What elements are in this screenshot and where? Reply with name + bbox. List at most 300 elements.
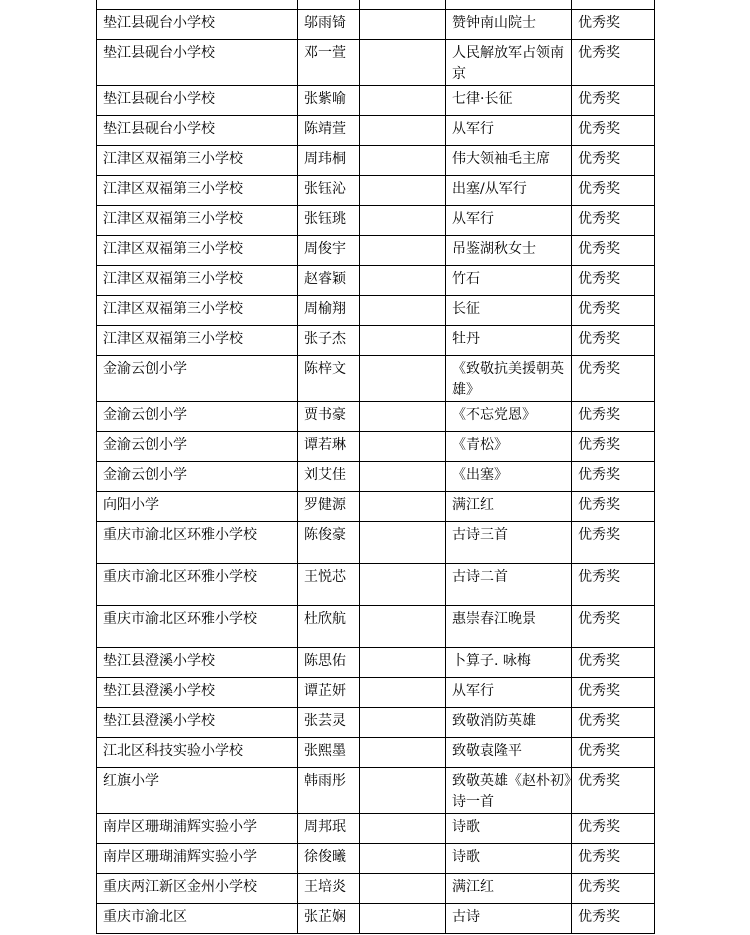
table-row	[97, 356, 655, 402]
school-cell	[97, 874, 298, 904]
teacher-cell-text	[366, 326, 445, 329]
school-cell-text: 垫江县砚台小学校	[103, 45, 215, 61]
teacher-cell	[360, 10, 446, 40]
school-cell-text: 重庆市渝北区环雅小学校	[103, 611, 257, 627]
teacher-cell	[360, 0, 446, 10]
student-cell-text: 周俊宇	[304, 241, 346, 257]
award-cell-text: 优秀奖	[578, 301, 620, 317]
teacher-cell	[360, 326, 446, 356]
school-cell	[97, 236, 298, 266]
teacher-cell-text	[366, 462, 445, 465]
award-cell	[572, 432, 655, 462]
student-cell-text: 赵睿颖	[304, 271, 346, 287]
work-title-cell-text: 诗歌	[452, 849, 480, 865]
award-cell	[572, 678, 655, 708]
student-cell	[298, 296, 360, 326]
student-cell	[298, 844, 360, 874]
school-cell	[97, 206, 298, 236]
work-title-cell-text: 《不忘党恩》	[452, 407, 536, 423]
work-title-cell	[446, 236, 572, 266]
teacher-cell-text	[366, 564, 445, 567]
school-cell	[97, 462, 298, 492]
student-cell-text: 王悦芯	[304, 569, 346, 585]
table-row	[97, 10, 655, 40]
school-cell	[97, 814, 298, 844]
award-cell-text: 优秀奖	[578, 527, 620, 543]
student-cell	[298, 678, 360, 708]
table-row	[97, 874, 655, 904]
school-cell	[97, 738, 298, 768]
work-title-cell-text: 从军行	[452, 121, 494, 137]
work-title-cell-text: 致敬袁隆平	[452, 743, 522, 759]
teacher-cell-text	[366, 844, 445, 847]
work-title-cell	[446, 874, 572, 904]
work-title-cell	[446, 844, 572, 874]
school-cell-text: 垫江县澄溪小学校	[103, 683, 215, 699]
school-cell	[97, 176, 298, 206]
award-cell	[572, 86, 655, 116]
student-cell-text: 陈俊豪	[304, 527, 346, 543]
student-cell	[298, 904, 360, 934]
teacher-cell-text	[366, 738, 445, 741]
school-cell	[97, 116, 298, 146]
award-cell	[572, 564, 655, 606]
teacher-cell	[360, 266, 446, 296]
student-cell-text: 张熙墨	[304, 743, 346, 759]
award-cell	[572, 40, 655, 86]
school-cell-text: 南岸区珊瑚浦辉实验小学	[103, 819, 257, 835]
student-cell-text: 贾书豪	[304, 407, 346, 423]
student-cell	[298, 564, 360, 606]
teacher-cell-text	[366, 356, 445, 359]
award-cell-text: 优秀奖	[578, 569, 620, 585]
teacher-cell-text	[366, 606, 445, 609]
student-cell	[298, 176, 360, 206]
teacher-cell-text	[366, 86, 445, 89]
teacher-cell	[360, 146, 446, 176]
student-cell	[298, 648, 360, 678]
table-row	[97, 236, 655, 266]
work-title-cell	[446, 266, 572, 296]
student-cell-text: 刘艾佳	[304, 467, 346, 483]
table-row	[97, 146, 655, 176]
student-cell-text: 杜欣航	[304, 611, 346, 627]
school-cell	[97, 86, 298, 116]
school-cell	[97, 844, 298, 874]
work-title-cell-text: 致敬英雄《赵朴初》诗一首	[452, 773, 571, 810]
school-cell-text: 江津区双福第三小学校	[103, 211, 243, 227]
school-cell	[97, 768, 298, 814]
student-cell-text: 邓一萱	[304, 45, 346, 61]
teacher-cell	[360, 356, 446, 402]
award-cell	[572, 146, 655, 176]
award-cell	[572, 874, 655, 904]
work-title-cell	[446, 176, 572, 206]
work-title-cell	[446, 402, 572, 432]
work-title-cell-text: 满江红	[452, 497, 494, 513]
teacher-cell-text	[366, 266, 445, 269]
award-cell-text: 优秀奖	[578, 437, 620, 453]
work-title-cell-text: 长征	[452, 301, 480, 317]
student-cell	[298, 874, 360, 904]
table-row	[97, 564, 655, 606]
school-cell-text: 红旗小学	[103, 773, 159, 789]
teacher-cell	[360, 402, 446, 432]
table-row	[97, 492, 655, 522]
teacher-cell	[360, 432, 446, 462]
award-cell	[572, 356, 655, 402]
work-title-cell	[446, 116, 572, 146]
work-title-cell	[446, 678, 572, 708]
teacher-cell	[360, 462, 446, 492]
work-title-cell-text: 从军行	[452, 211, 494, 227]
award-cell-text: 优秀奖	[578, 713, 620, 729]
award-cell-text: 优秀奖	[578, 91, 620, 107]
school-cell	[97, 356, 298, 402]
award-cell	[572, 648, 655, 678]
school-cell	[97, 296, 298, 326]
award-cell-text: 优秀奖	[578, 45, 620, 61]
school-cell-text: 江津区双福第三小学校	[103, 271, 243, 287]
student-cell-text: 陈梓文	[304, 361, 346, 377]
school-cell-text: 垫江县澄溪小学校	[103, 653, 215, 669]
student-cell	[298, 814, 360, 844]
school-cell-text: 金渝云创小学	[103, 467, 187, 483]
school-cell	[97, 564, 298, 606]
award-cell	[572, 492, 655, 522]
award-cell	[572, 266, 655, 296]
school-cell	[97, 402, 298, 432]
award-cell	[572, 0, 655, 10]
student-cell	[298, 606, 360, 648]
teacher-cell-text	[366, 146, 445, 149]
work-title-cell-text: 竹石	[452, 271, 480, 287]
student-cell-text: 周榆翔	[304, 301, 346, 317]
work-title-cell-text: 从军行	[452, 683, 494, 699]
school-cell-text: 重庆市渝北区环雅小学校	[103, 527, 257, 543]
table-row	[97, 708, 655, 738]
teacher-cell	[360, 522, 446, 564]
work-title-cell	[446, 768, 572, 814]
school-cell	[97, 522, 298, 564]
teacher-cell	[360, 86, 446, 116]
student-cell-text: 徐俊曦	[304, 849, 346, 865]
student-cell	[298, 10, 360, 40]
work-title-cell-text: 古诗	[452, 909, 480, 925]
work-title-cell	[446, 904, 572, 934]
school-cell	[97, 326, 298, 356]
school-cell	[97, 40, 298, 86]
work-title-cell-text: 七律·长征	[452, 91, 513, 107]
work-title-cell	[446, 708, 572, 738]
award-cell	[572, 116, 655, 146]
student-cell-text: 张芸灵	[304, 713, 346, 729]
table-row	[97, 462, 655, 492]
work-title-cell-text: 惠崇春江晚景	[452, 611, 536, 627]
student-cell	[298, 708, 360, 738]
award-cell	[572, 606, 655, 648]
student-cell-text: 张芷娴	[304, 909, 346, 925]
award-cell-text: 优秀奖	[578, 849, 620, 865]
work-title-cell-text: 赞钟南山院士	[452, 15, 536, 31]
student-cell-text: 张钰沁	[304, 181, 346, 197]
teacher-cell	[360, 564, 446, 606]
award-cell	[572, 176, 655, 206]
school-cell-text: 江津区双福第三小学校	[103, 241, 243, 257]
award-cell-text: 优秀奖	[578, 407, 620, 423]
work-title-cell	[446, 326, 572, 356]
work-title-cell	[446, 522, 572, 564]
work-title-cell	[446, 296, 572, 326]
award-cell-text: 优秀奖	[578, 611, 620, 627]
teacher-cell	[360, 844, 446, 874]
award-cell	[572, 236, 655, 266]
school-cell-text: 江津区双福第三小学校	[103, 331, 243, 347]
school-cell-text: 江津区双福第三小学校	[103, 301, 243, 317]
teacher-cell-text	[366, 40, 445, 43]
student-cell-text: 陈靖萱	[304, 121, 346, 137]
student-cell	[298, 402, 360, 432]
award-cell-text: 优秀奖	[578, 361, 620, 377]
school-cell-text: 金渝云创小学	[103, 361, 187, 377]
school-cell-text: 垫江县澄溪小学校	[103, 713, 215, 729]
work-title-cell-text: 古诗二首	[452, 569, 508, 585]
student-cell-text: 谭若琳	[304, 437, 346, 453]
student-cell	[298, 768, 360, 814]
student-cell	[298, 522, 360, 564]
work-title-cell	[446, 0, 572, 10]
student-cell	[298, 116, 360, 146]
award-cell-text: 优秀奖	[578, 271, 620, 287]
student-cell	[298, 356, 360, 402]
teacher-cell	[360, 492, 446, 522]
teacher-cell	[360, 708, 446, 738]
work-title-cell-text: 《青松》	[452, 437, 508, 453]
teacher-cell-text	[366, 10, 445, 13]
table-row	[97, 522, 655, 564]
award-cell-text: 优秀奖	[578, 773, 620, 789]
student-cell	[298, 462, 360, 492]
teacher-cell-text	[366, 522, 445, 525]
work-title-cell-text: 《致敬抗美援朝英雄》	[452, 361, 564, 398]
award-cell-text: 优秀奖	[578, 181, 620, 197]
work-title-cell	[446, 40, 572, 86]
award-cell-text: 优秀奖	[578, 467, 620, 483]
teacher-cell-text	[366, 432, 445, 435]
school-cell	[97, 266, 298, 296]
student-cell-text: 周玮桐	[304, 151, 346, 167]
work-title-cell	[446, 814, 572, 844]
teacher-cell	[360, 904, 446, 934]
student-cell	[298, 86, 360, 116]
award-cell	[572, 814, 655, 844]
work-title-cell	[446, 146, 572, 176]
teacher-cell-text	[366, 678, 445, 681]
table-row	[97, 266, 655, 296]
work-title-cell	[446, 462, 572, 492]
work-title-cell	[446, 206, 572, 236]
school-cell	[97, 904, 298, 934]
school-cell-text: 江津区双福第三小学校	[103, 151, 243, 167]
student-cell-text: 周邦珉	[304, 819, 346, 835]
student-cell	[298, 492, 360, 522]
award-cell	[572, 768, 655, 814]
student-cell-text: 张钰珧	[304, 211, 346, 227]
teacher-cell-text	[366, 236, 445, 239]
school-cell	[97, 492, 298, 522]
teacher-cell-text	[366, 176, 445, 179]
teacher-cell-text	[366, 296, 445, 299]
teacher-cell-text	[366, 648, 445, 651]
teacher-cell	[360, 40, 446, 86]
school-cell	[97, 678, 298, 708]
award-cell-text: 优秀奖	[578, 211, 620, 227]
teacher-cell	[360, 296, 446, 326]
school-cell-text: 垫江县砚台小学校	[103, 121, 215, 137]
work-title-cell-text: 致敬消防英雄	[452, 713, 536, 729]
table-row	[97, 648, 655, 678]
student-cell-text: 韩雨彤	[304, 773, 346, 789]
award-cell	[572, 522, 655, 564]
award-cell	[572, 738, 655, 768]
work-title-cell	[446, 738, 572, 768]
teacher-cell-text	[366, 814, 445, 817]
school-cell	[97, 606, 298, 648]
teacher-cell-text	[366, 874, 445, 877]
school-cell-text: 江北区科技实验小学校	[103, 743, 243, 759]
teacher-cell-text	[366, 206, 445, 209]
school-cell	[97, 648, 298, 678]
school-cell-text: 重庆市渝北区	[103, 909, 187, 925]
award-cell	[572, 904, 655, 934]
table-row	[97, 844, 655, 874]
student-cell	[298, 432, 360, 462]
school-cell	[97, 708, 298, 738]
awards-table-body	[97, 0, 655, 934]
teacher-cell	[360, 606, 446, 648]
award-cell-text: 优秀奖	[578, 331, 620, 347]
school-cell	[97, 432, 298, 462]
award-cell-text: 优秀奖	[578, 241, 620, 257]
student-cell	[298, 326, 360, 356]
work-title-cell-text: 出塞/从军行	[452, 181, 527, 197]
award-cell-text: 优秀奖	[578, 743, 620, 759]
teacher-cell	[360, 738, 446, 768]
award-cell	[572, 462, 655, 492]
award-cell-text: 优秀奖	[578, 151, 620, 167]
award-cell-text: 优秀奖	[578, 15, 620, 31]
award-cell	[572, 296, 655, 326]
award-cell-text: 优秀奖	[578, 819, 620, 835]
teacher-cell-text	[366, 402, 445, 405]
teacher-cell	[360, 648, 446, 678]
table-row	[97, 432, 655, 462]
work-title-cell	[446, 356, 572, 402]
school-cell-text: 金渝云创小学	[103, 437, 187, 453]
teacher-cell	[360, 874, 446, 904]
teacher-cell	[360, 236, 446, 266]
student-cell	[298, 0, 360, 10]
student-cell	[298, 266, 360, 296]
school-cell-text: 南岸区珊瑚浦辉实验小学	[103, 849, 257, 865]
teacher-cell-text	[366, 116, 445, 119]
teacher-cell	[360, 116, 446, 146]
student-cell	[298, 236, 360, 266]
award-cell	[572, 10, 655, 40]
work-title-cell	[446, 432, 572, 462]
table-row	[97, 40, 655, 86]
work-title-cell-text: 诗歌	[452, 819, 480, 835]
table-row	[97, 904, 655, 934]
table-row	[97, 116, 655, 146]
school-cell-text: 江津区双福第三小学校	[103, 181, 243, 197]
teacher-cell	[360, 768, 446, 814]
school-cell-text: 垫江县砚台小学校	[103, 91, 215, 107]
school-cell-text: 重庆市渝北区环雅小学校	[103, 569, 257, 585]
school-cell	[97, 146, 298, 176]
work-title-cell	[446, 492, 572, 522]
work-title-cell	[446, 606, 572, 648]
table-row	[97, 768, 655, 814]
table-row	[97, 296, 655, 326]
table-row	[97, 678, 655, 708]
award-cell	[572, 844, 655, 874]
student-cell	[298, 206, 360, 236]
teacher-cell-text	[366, 768, 445, 771]
work-title-cell-text: 满江红	[452, 879, 494, 895]
teacher-cell-text	[366, 492, 445, 495]
table-row	[97, 606, 655, 648]
teacher-cell	[360, 814, 446, 844]
student-cell-text: 陈思佑	[304, 653, 346, 669]
teacher-cell	[360, 176, 446, 206]
award-cell	[572, 402, 655, 432]
award-cell-text: 优秀奖	[578, 121, 620, 137]
award-cell	[572, 326, 655, 356]
student-cell-text: 王培炎	[304, 879, 346, 895]
student-cell-text: 邬雨锜	[304, 15, 346, 31]
student-cell	[298, 738, 360, 768]
school-cell-text: 金渝云创小学	[103, 407, 187, 423]
school-cell-text: 垫江县砚台小学校	[103, 15, 215, 31]
table-row	[97, 814, 655, 844]
award-cell-text: 优秀奖	[578, 683, 620, 699]
award-cell-text: 优秀奖	[578, 909, 620, 925]
school-cell	[97, 10, 298, 40]
school-cell	[97, 0, 298, 10]
work-title-cell-text: 伟大领袖毛主席	[452, 151, 550, 167]
table-row	[97, 0, 655, 10]
teacher-cell-text	[366, 708, 445, 711]
work-title-cell	[446, 10, 572, 40]
table-row	[97, 176, 655, 206]
work-title-cell	[446, 86, 572, 116]
student-cell	[298, 40, 360, 86]
work-title-cell-text: 吊鉴湖秋女士	[452, 241, 536, 257]
work-title-cell-text: 《出塞》	[452, 467, 508, 483]
award-cell	[572, 206, 655, 236]
student-cell-text: 张紫喻	[304, 91, 346, 107]
table-row	[97, 738, 655, 768]
table-row	[97, 86, 655, 116]
award-cell	[572, 708, 655, 738]
teacher-cell-text	[366, 904, 445, 907]
work-title-cell	[446, 648, 572, 678]
awards-table	[96, 0, 655, 934]
work-title-cell	[446, 564, 572, 606]
award-cell-text: 优秀奖	[578, 879, 620, 895]
work-title-cell-text: 卜算子. 咏梅	[452, 653, 531, 669]
